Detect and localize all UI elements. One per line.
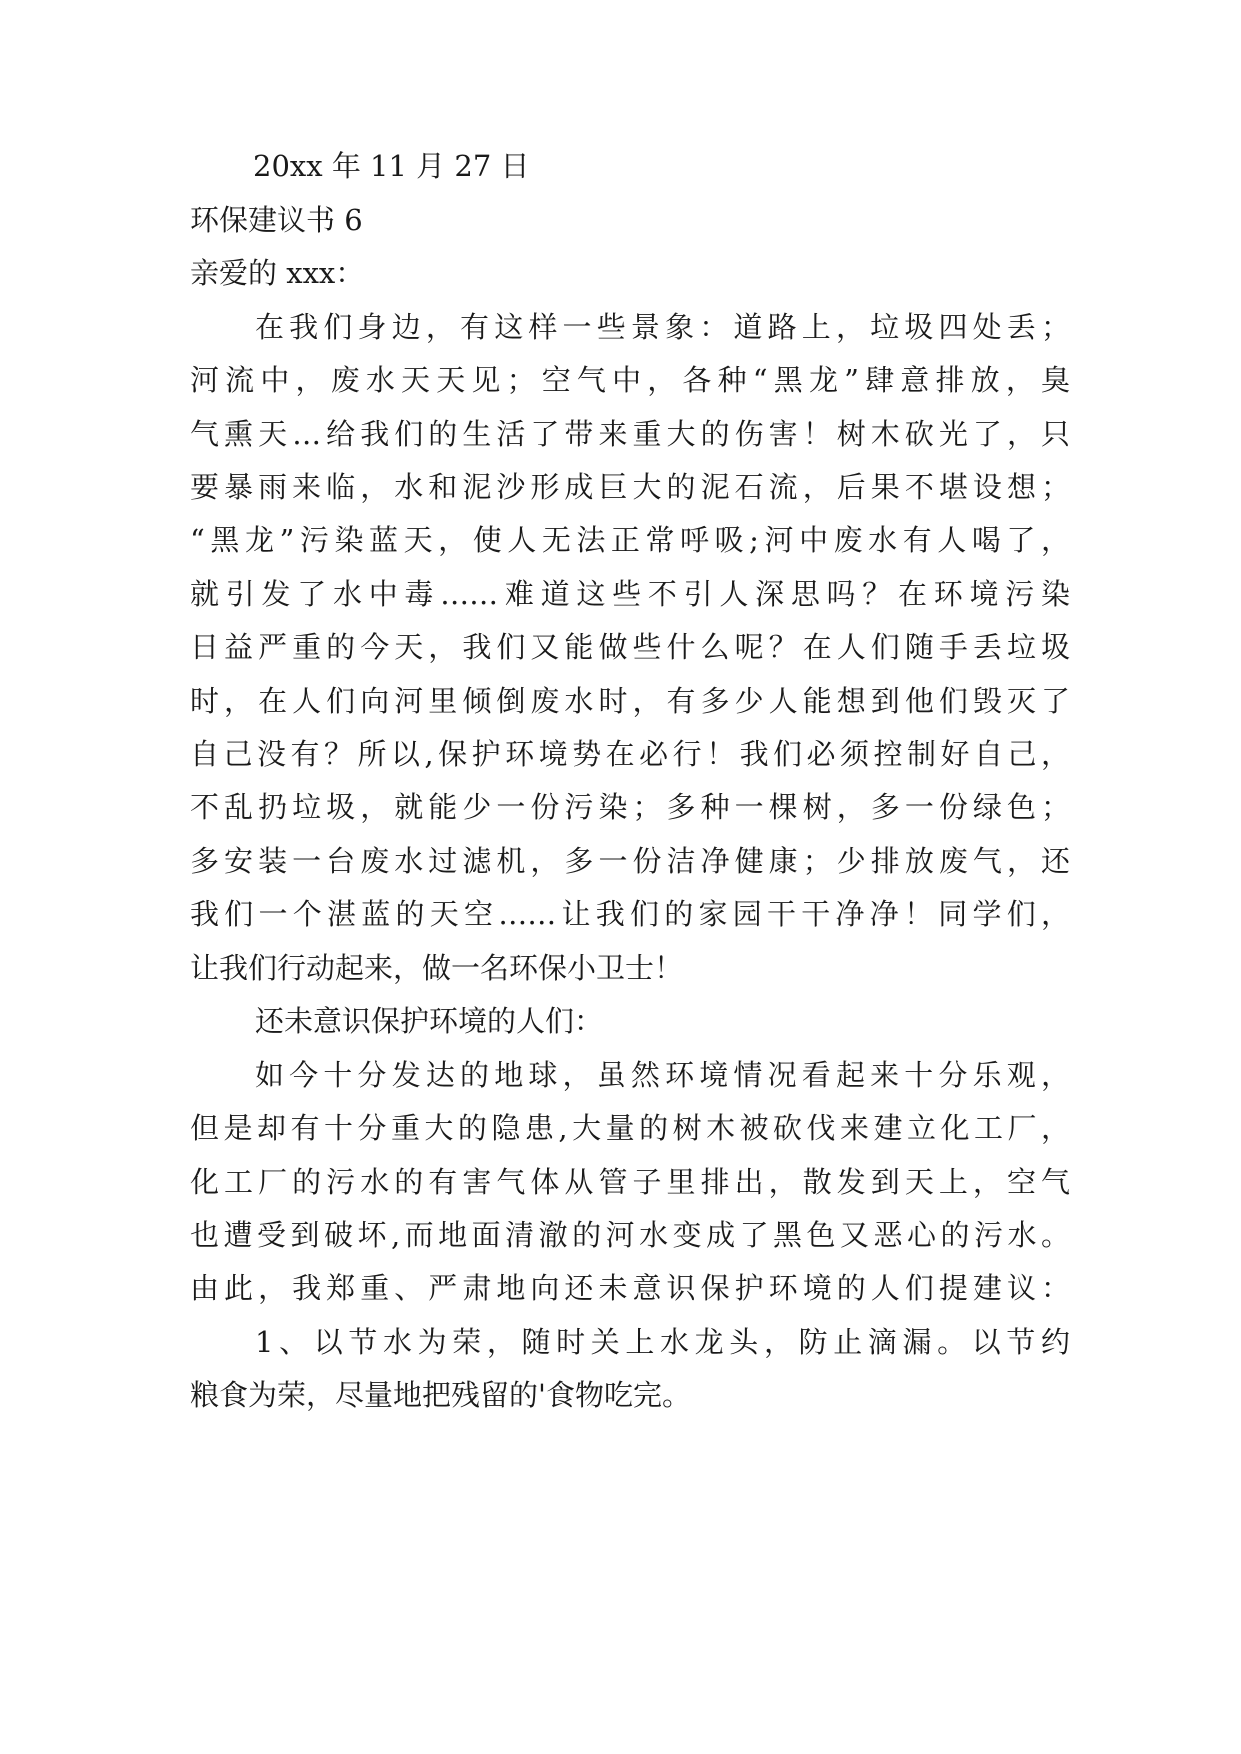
paragraph-line: “黑龙”污染蓝天，使人无法正常呼吸;河中废水有人喝了， xyxy=(190,523,1070,557)
paragraph-line: 多安装一台废水过滤机，多一份洁净健康；少排放废气，还 xyxy=(190,844,1070,878)
paragraph-line: 也遭受到破坏,而地面清澈的河水变成了黑色又恶心的污水。 xyxy=(190,1218,1070,1252)
paragraph-line: 在我们身边，有这样一些景象：道路上，垃圾四处丢； xyxy=(255,310,1070,344)
list-item-line: 粮食为荣，尽量地把残留的'食物吃完。 xyxy=(190,1378,691,1412)
paragraph-line: 化工厂的污水的有害气体从管子里排出，散发到天上，空气 xyxy=(190,1165,1070,1199)
paragraph-line: 气熏天…给我们的生活了带来重大的伤害！树木砍光了，只 xyxy=(190,417,1070,451)
document-title: 环保建议书 6 xyxy=(190,203,363,237)
list-item-line: 1、以节水为荣，随时关上水龙头，防止滴漏。以节约 xyxy=(255,1325,1070,1359)
paragraph-line: 就引发了水中毒……难道这些不引人深思吗？在环境污染 xyxy=(190,577,1070,611)
paragraph-line: 时，在人们向河里倾倒废水时，有多少人能想到他们毁灭了 xyxy=(190,684,1070,718)
paragraph-line: 我们一个湛蓝的天空……让我们的家园干干净净！同学们， xyxy=(190,897,1070,931)
paragraph-line: 让我们行动起来，做一名环保小卫士！ xyxy=(190,951,684,985)
paragraph-line: 但是却有十分重大的隐患,大量的树木被砍伐来建立化工厂， xyxy=(190,1111,1070,1145)
greeting: 亲爱的 xxx： xyxy=(190,256,365,290)
paragraph-line: 如今十分发达的地球，虽然环境情况看起来十分乐观， xyxy=(255,1058,1070,1092)
paragraph-line: 要暴雨来临，水和泥沙形成巨大的泥石流，后果不堪设想； xyxy=(190,470,1070,504)
paragraph-line: 由此，我郑重、严肃地向还未意识保护环境的人们提建议： xyxy=(190,1271,1070,1305)
paragraph-line: 不乱扔垃圾，就能少一份污染；多种一棵树，多一份绿色； xyxy=(190,790,1070,824)
salutation: 还未意识保护环境的人们： xyxy=(255,1004,604,1038)
paragraph-line: 日益严重的今天，我们又能做些什么呢？在人们随手丢垃圾 xyxy=(190,630,1070,664)
paragraph-line: 河流中，废水天天见；空气中，各种“黑龙”肆意排放，臭 xyxy=(190,363,1070,397)
paragraph-line: 自己没有？所以,保护环境势在必行！我们必须控制好自己， xyxy=(190,737,1070,771)
document-date: 20xx 年 11 月 27 日 xyxy=(253,149,530,183)
